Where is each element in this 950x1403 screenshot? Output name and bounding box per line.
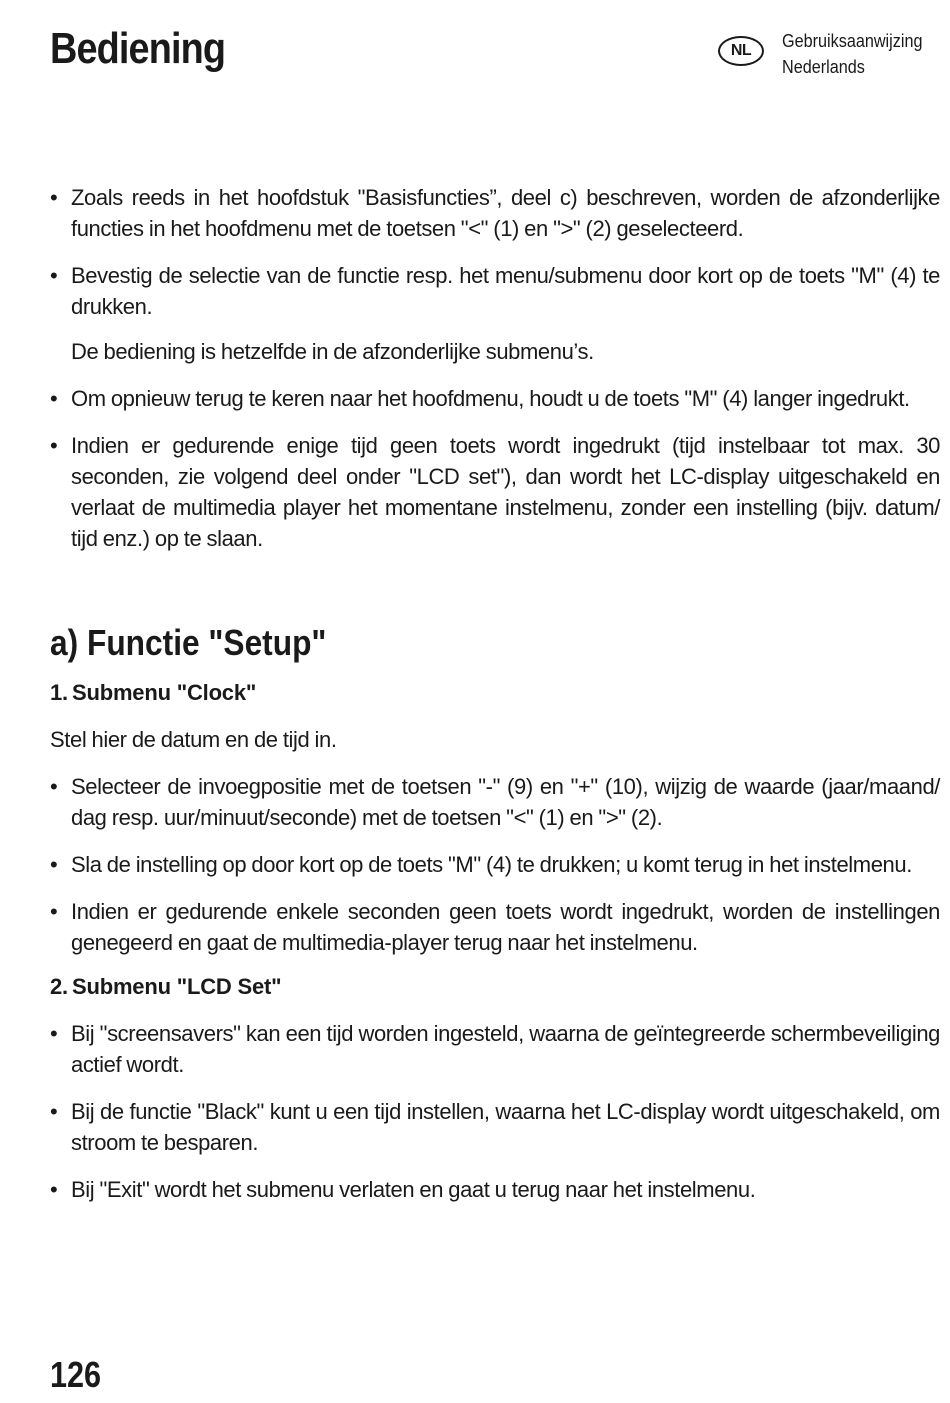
subsection-heading	[50, 974, 940, 1000]
section-heading: a) Functie "Setup"	[50, 622, 327, 663]
subsection-number: 1.	[50, 680, 68, 705]
subsection-heading	[50, 680, 940, 706]
list-item: • Indien er gedurende enkele seconden geen toets wordt ingedrukt, worden de instellingen genegeerd en gaat de multimedia-player terug naar het instelmenu.	[50, 896, 940, 958]
main-content	[50, 182, 940, 1221]
list-item: • Selecteer de invoegpositie met de toetsen "-" (9) en "+" (10), wijzig de waarde (jaar/maand/ dag resp. uur/minuut/seconde) met de toetsen "<" (1) en ">" (2).	[50, 771, 940, 833]
note-paragraph: De bediening is hetzelfde in de afzonderlijke submenu’s.	[71, 339, 594, 364]
language-name: Nederlands	[782, 57, 865, 77]
list-item: • Om opnieuw terug te keren naar het hoofdmenu, houdt u de toets "M" (4) langer ingedrukt.	[50, 383, 940, 414]
subsection-title: Submenu "LCD Set"	[72, 974, 282, 999]
list-item: • Zoals reeds in het hoofdstuk "Basisfuncties”, deel c) beschreven, worden de afzonderlijke functies in het hoofdmenu met de toetsen "<" (1) en ">" (2) geselecteerd.	[50, 182, 940, 244]
list-item: • Indien er gedurende enige tijd geen toets wordt ingedrukt (tijd instelbaar tot max. 30 seconden, zie volgend deel onder "LCD set"), dan wordt het LC-display uitgeschakeld en verlaat de multimedia player het momentane instelmenu, zonder een instelling (bijv. datum/ tijd enz.) op te slaan.	[50, 430, 940, 554]
page-title: Bediening	[50, 24, 226, 73]
subsection-title: Submenu "Clock"	[72, 680, 257, 705]
list-item: • Bij "screensavers" kan een tijd worden ingesteld, waarna de geïntegreerde schermbeveiliging actief wordt.	[50, 1018, 940, 1080]
list-item: • Bij "Exit" wordt het submenu verlaten en gaat u terug naar het instelmenu.	[50, 1174, 940, 1205]
manual-label: Gebruiksaanwijzing	[782, 31, 923, 51]
language-label	[782, 28, 922, 80]
page-number: 126	[50, 1354, 102, 1395]
list-item: • Bij de functie "Black" kunt u een tijd instellen, waarna het LC-display wordt uitgeschakeld, om stroom te besparen.	[50, 1096, 940, 1158]
subsection-number: 2.	[50, 974, 68, 999]
list-item: • Sla de instelling op door kort op de toets "M" (4) te drukken; u komt terug in het instelmenu.	[50, 849, 940, 880]
language-badge: NL	[718, 36, 764, 66]
subsection-intro: Stel hier de datum en de tijd in.	[50, 727, 337, 752]
list-item: • Bevestig de selectie van de functie resp. het menu/submenu door kort op de toets "M" (4) te drukken.	[50, 260, 940, 322]
